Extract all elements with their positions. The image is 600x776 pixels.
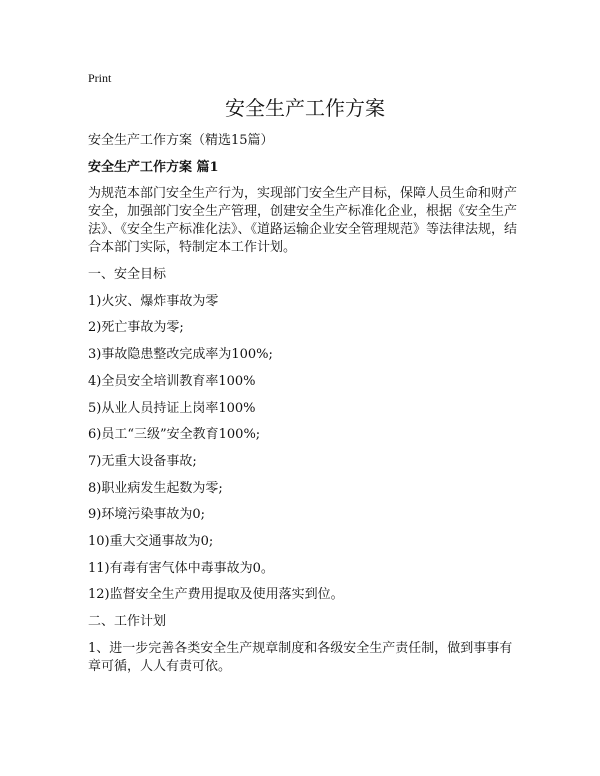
goal-item: 9)环境污染事故为0; xyxy=(88,507,205,523)
goal-item: 2)死亡事故为零; xyxy=(88,320,184,336)
page-title: 安全生产工作方案 xyxy=(225,96,385,120)
goal-item: 1)火灾、爆炸事故为零 xyxy=(88,293,219,309)
goal-item: 3)事故隐患整改完成率为100%; xyxy=(88,347,273,363)
section-heading: 安全生产工作方案 篇1 xyxy=(88,159,219,175)
part2-heading: 二、工作计划 xyxy=(88,614,167,629)
goal-item: 6)员工“三级”安全教育100%; xyxy=(88,427,261,443)
goal-item: 7)无重大设备事故; xyxy=(88,453,197,469)
goal-item: 11)有毒有害气体中毒事故为0。 xyxy=(88,560,274,576)
print-link[interactable]: Print xyxy=(88,71,112,85)
intro-paragraph: 为规范本部门安全生产行为，实现部门安全生产目标，保障人员生命和财产安全，加强部门安全生产管理，创建安全生产标准化企业，根据《安全生产法》、《安全生产标准化法》、《道路运输企业安全管理规范》等法律法规，结合本部门实际，特制定本工作计划。 xyxy=(88,186,518,256)
subtitle: 安全生产工作方案（精选15篇） xyxy=(88,133,274,148)
goal-item: 8)职业病发生起数为零; xyxy=(88,480,223,496)
goal-item: 4)全员安全培训教育率100% xyxy=(88,373,256,389)
document-page xyxy=(88,69,522,684)
goal-item: 5)从业人员持证上岗率100% xyxy=(88,400,256,416)
part1-heading: 一、安全目标 xyxy=(88,267,167,283)
goal-item: 10)重大交通事故为0; xyxy=(88,533,214,549)
goal-item: 12)监督安全生产费用提取及使用落实到位。 xyxy=(88,587,344,603)
plan-item: 1、进一步完善各类安全生产规章制度和各级安全生产责任制，做到事事有章可循，人人有责可依。 xyxy=(88,640,513,674)
